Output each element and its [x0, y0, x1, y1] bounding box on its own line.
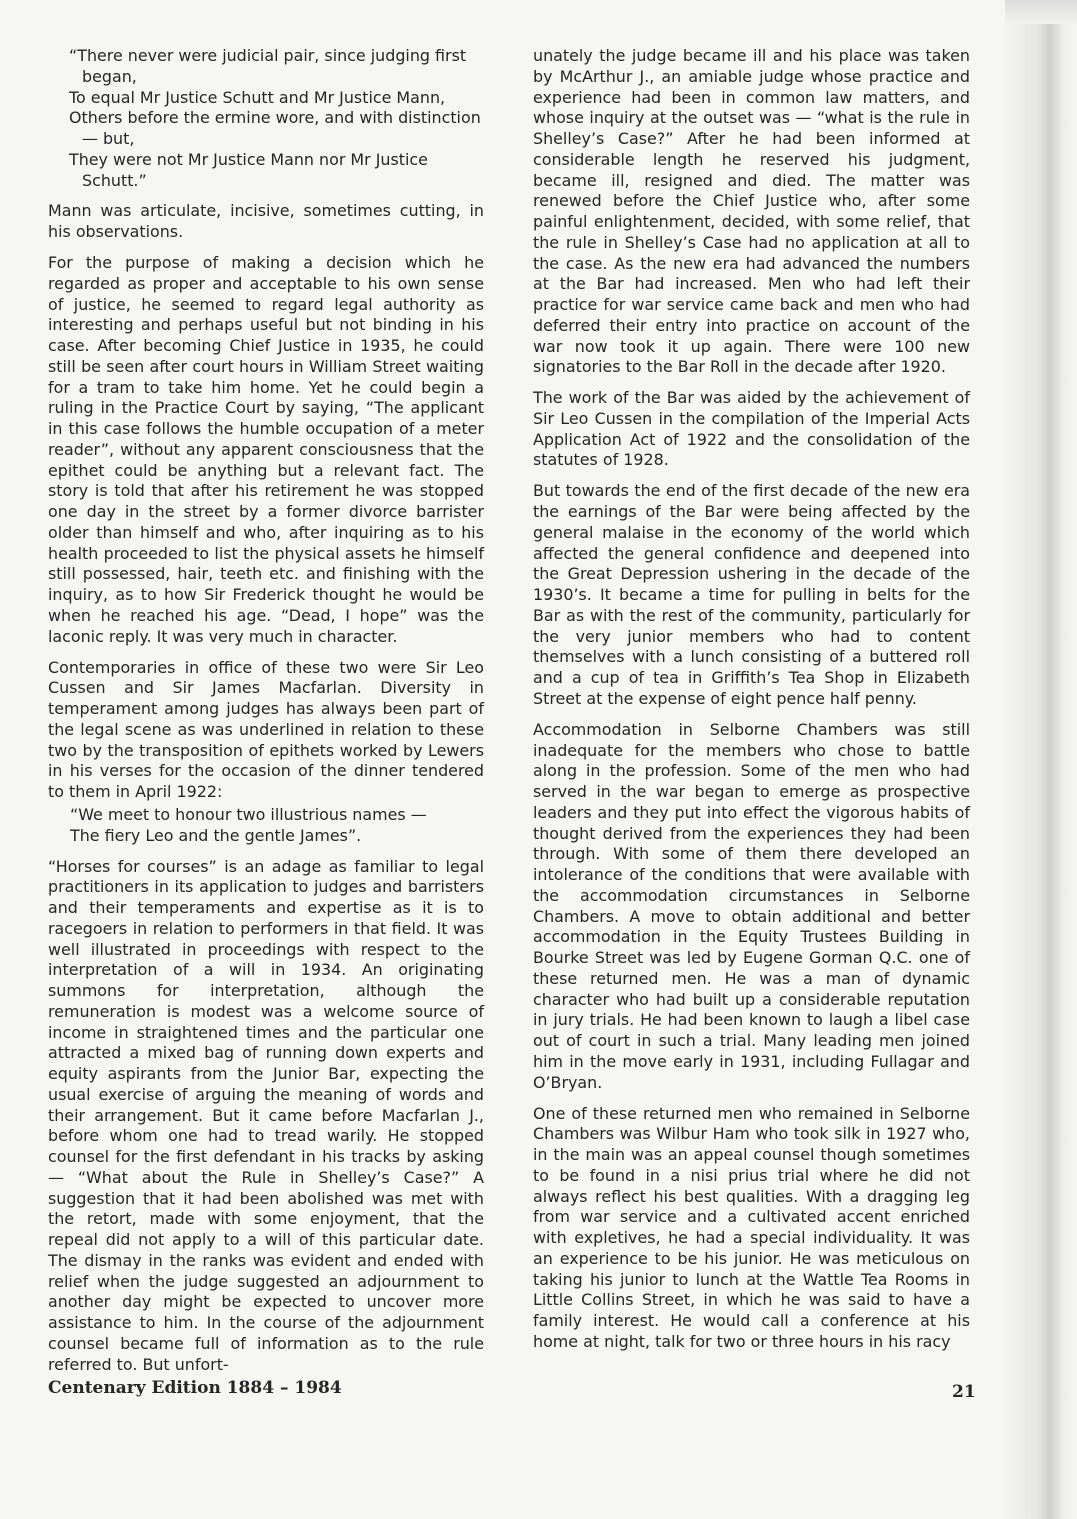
verse-quote: [48, 46, 484, 191]
page-binding-edge: [1005, 0, 1077, 1519]
verse-quote: [48, 805, 484, 847]
paragraph: But towards the end of the first decade of the new era the earnings of the Bar were being affected by the general malaise in the economy of the world which affected the general confidence and deepened into the Great Depression ushering in the decade of the 1930’s. It became a time for pulling in belts for the Bar as with the rest of the community, particularly for the very junior members who had to content themselves with a lunch consisting of a buttered roll and a cup of tea in Griffith’s Tea Shop in Elizabeth Street at the expense of eight pence half penny.: [533, 481, 970, 708]
verse-line: The fiery Leo and the gentle James”.: [70, 825, 362, 845]
footer-edition-title: Centenary Edition 1884 – 1984: [48, 1378, 342, 1398]
paragraph: “Horses for courses” is an adage as familiar to legal practitioners in its application to judges and barristers and their temperaments and expertise as it is to racegoers in relation to performers in that field. It was well illustrated in proceedings with respect to the interpretation of a will in 1934. An originating summons for interpretation, although the remuneration is modest was a welcome source of income in straightened times and the particular one attracted a mixed bag of running down experts and equity aspirants from the Junior Bar, expecting the usual exercise of arguing the meaning of words and their arrangement. But it came before Macfarlan J., before whom one had to tread warily. He stopped counsel for the first defendant in his tracks by asking — “What about the Rule in Shelley’s Case?” A suggestion that it had been abolished was met with the retort, made with some enjoyment, that the repeal did not apply to a will of this particular date. The dismay in the ranks was evident and ended with relief when the judge suggested an adjournment to another day might be expected to uncover more assistance to him. In the course of the adjournment counsel became full of information as to the rule referred to. But unfort-: [48, 856, 484, 1374]
paragraph: Accommodation in Selborne Chambers was still inadequate for the members who chose to battle along in the profession. Some of the men who had served in the war began to emerge as prospective leaders and they put into effect the vigorous habits of thought derived from the experiences they had been through. With some of them there developed an intolerance of the conditions that were available with the accommodation circumstances in Selborne Chambers. A move to obtain additional and better accommodation in the Equity Trustees Building in Bourke Street was led by Eugene Gorman Q.C. one of these returned men. He was a man of dynamic character who had built up a considerable reputation in jury trials. He had been known to laugh a libel case out of court in such a trial. Many leading men joined him in the move early in 1931, including Fullagar and O’Bryan.: [533, 719, 970, 1092]
verse-line: To equal Mr Justice Schutt and Mr Justice Mann,: [69, 87, 446, 107]
paragraph: Mann was articulate, incisive, sometimes cutting, in his observations.: [48, 201, 484, 242]
paragraph: Contemporaries in office of these two were Sir Leo Cussen and Sir James Macfarlan. Diversity in temperament among judges has always been part of the legal scene as was underlined in relation to these two by the transposition of epithets worked by Lewers in his verses for the occasion of the dinner tendered to them in April 1922:: [48, 657, 484, 802]
verse-line: They were not Mr Justice Mann nor Mr Justice Schutt.”: [69, 149, 428, 190]
right-column: [533, 46, 970, 1363]
page-corner-shadow: [1005, 0, 1077, 24]
verse-line: “There never were judicial pair, since judging first began,: [69, 46, 467, 86]
paragraph: The work of the Bar was aided by the achievement of Sir Leo Cussen in the compilation of the Imperial Acts Application Act of 1922 and the consolidation of the statutes of 1928.: [533, 388, 970, 470]
verse-line: Others before the ermine wore, and with distinction — but,: [69, 108, 481, 148]
paragraph: One of these returned men who remained in Selborne Chambers was Wilbur Ham who took silk in 1927 who, in the main was an appeal counsel though sometimes to be found in a nisi prius trial where he did not always reflect his best qualities. With a dragging leg from war service and a cultivated accent enriched with expletives, he had a special individuality. It was an experience to be his junior. He was meticulous on taking his junior to lunch at the Wattle Tea Rooms in Little Collins Street, in which he was said to have a family interest. He would call a conference at his home at night, talk for two or three hours in his racy: [533, 1103, 970, 1351]
paragraph: unately the judge became ill and his place was taken by McArthur J., an amiable judge whose practice and experience had been in common law matters, and whose inquiry at the outset was — “what is the rule in Shelley’s Case?” After he had been informed at considerable length he reserved his judgment, became ill, resigned and died. The matter was renewed before the Chief Justice who, after some painful enlightenment, decided, with some relief, that the rule in Shelley’s Case had no application at all to the case. As the new era had advanced the numbers at the Bar had increased. Men who had left their practice for war service came back and men who had deferred their entry into practice on account of the war now took it up again. There were 100 new signatories to the Bar Roll in the decade after 1920.: [533, 46, 970, 377]
verse-line: “We meet to honour two illustrious names —: [70, 804, 427, 824]
paragraph: For the purpose of making a decision which he regarded as proper and acceptable to his own sense of justice, he seemed to regard legal authority as interesting and perhaps useful but not binding in his case. After becoming Chief Justice in 1935, he could still be seen after court hours in William Street waiting for a tram to take him home. Yet he could begin a ruling in the Practice Court by saying, “The applicant in this case follows the humble occupation of a meter reader”, without any apparent consciousness that the epithet could be anything but a relevant fact. The story is told that after his retirement he was stopped one day in the street by a former divorce barrister older than himself and who, after inquiring as to his health proceeded to list the physical assets he himself still possessed, hair, teeth etc. and finishing with the inquiry, as to how Sir Frederick thought he would be when he reached his age. “Dead, I hope” was the laconic reply. It was very much in character.: [48, 253, 484, 646]
page-number: 21: [952, 1382, 976, 1402]
left-column: [48, 46, 484, 1385]
